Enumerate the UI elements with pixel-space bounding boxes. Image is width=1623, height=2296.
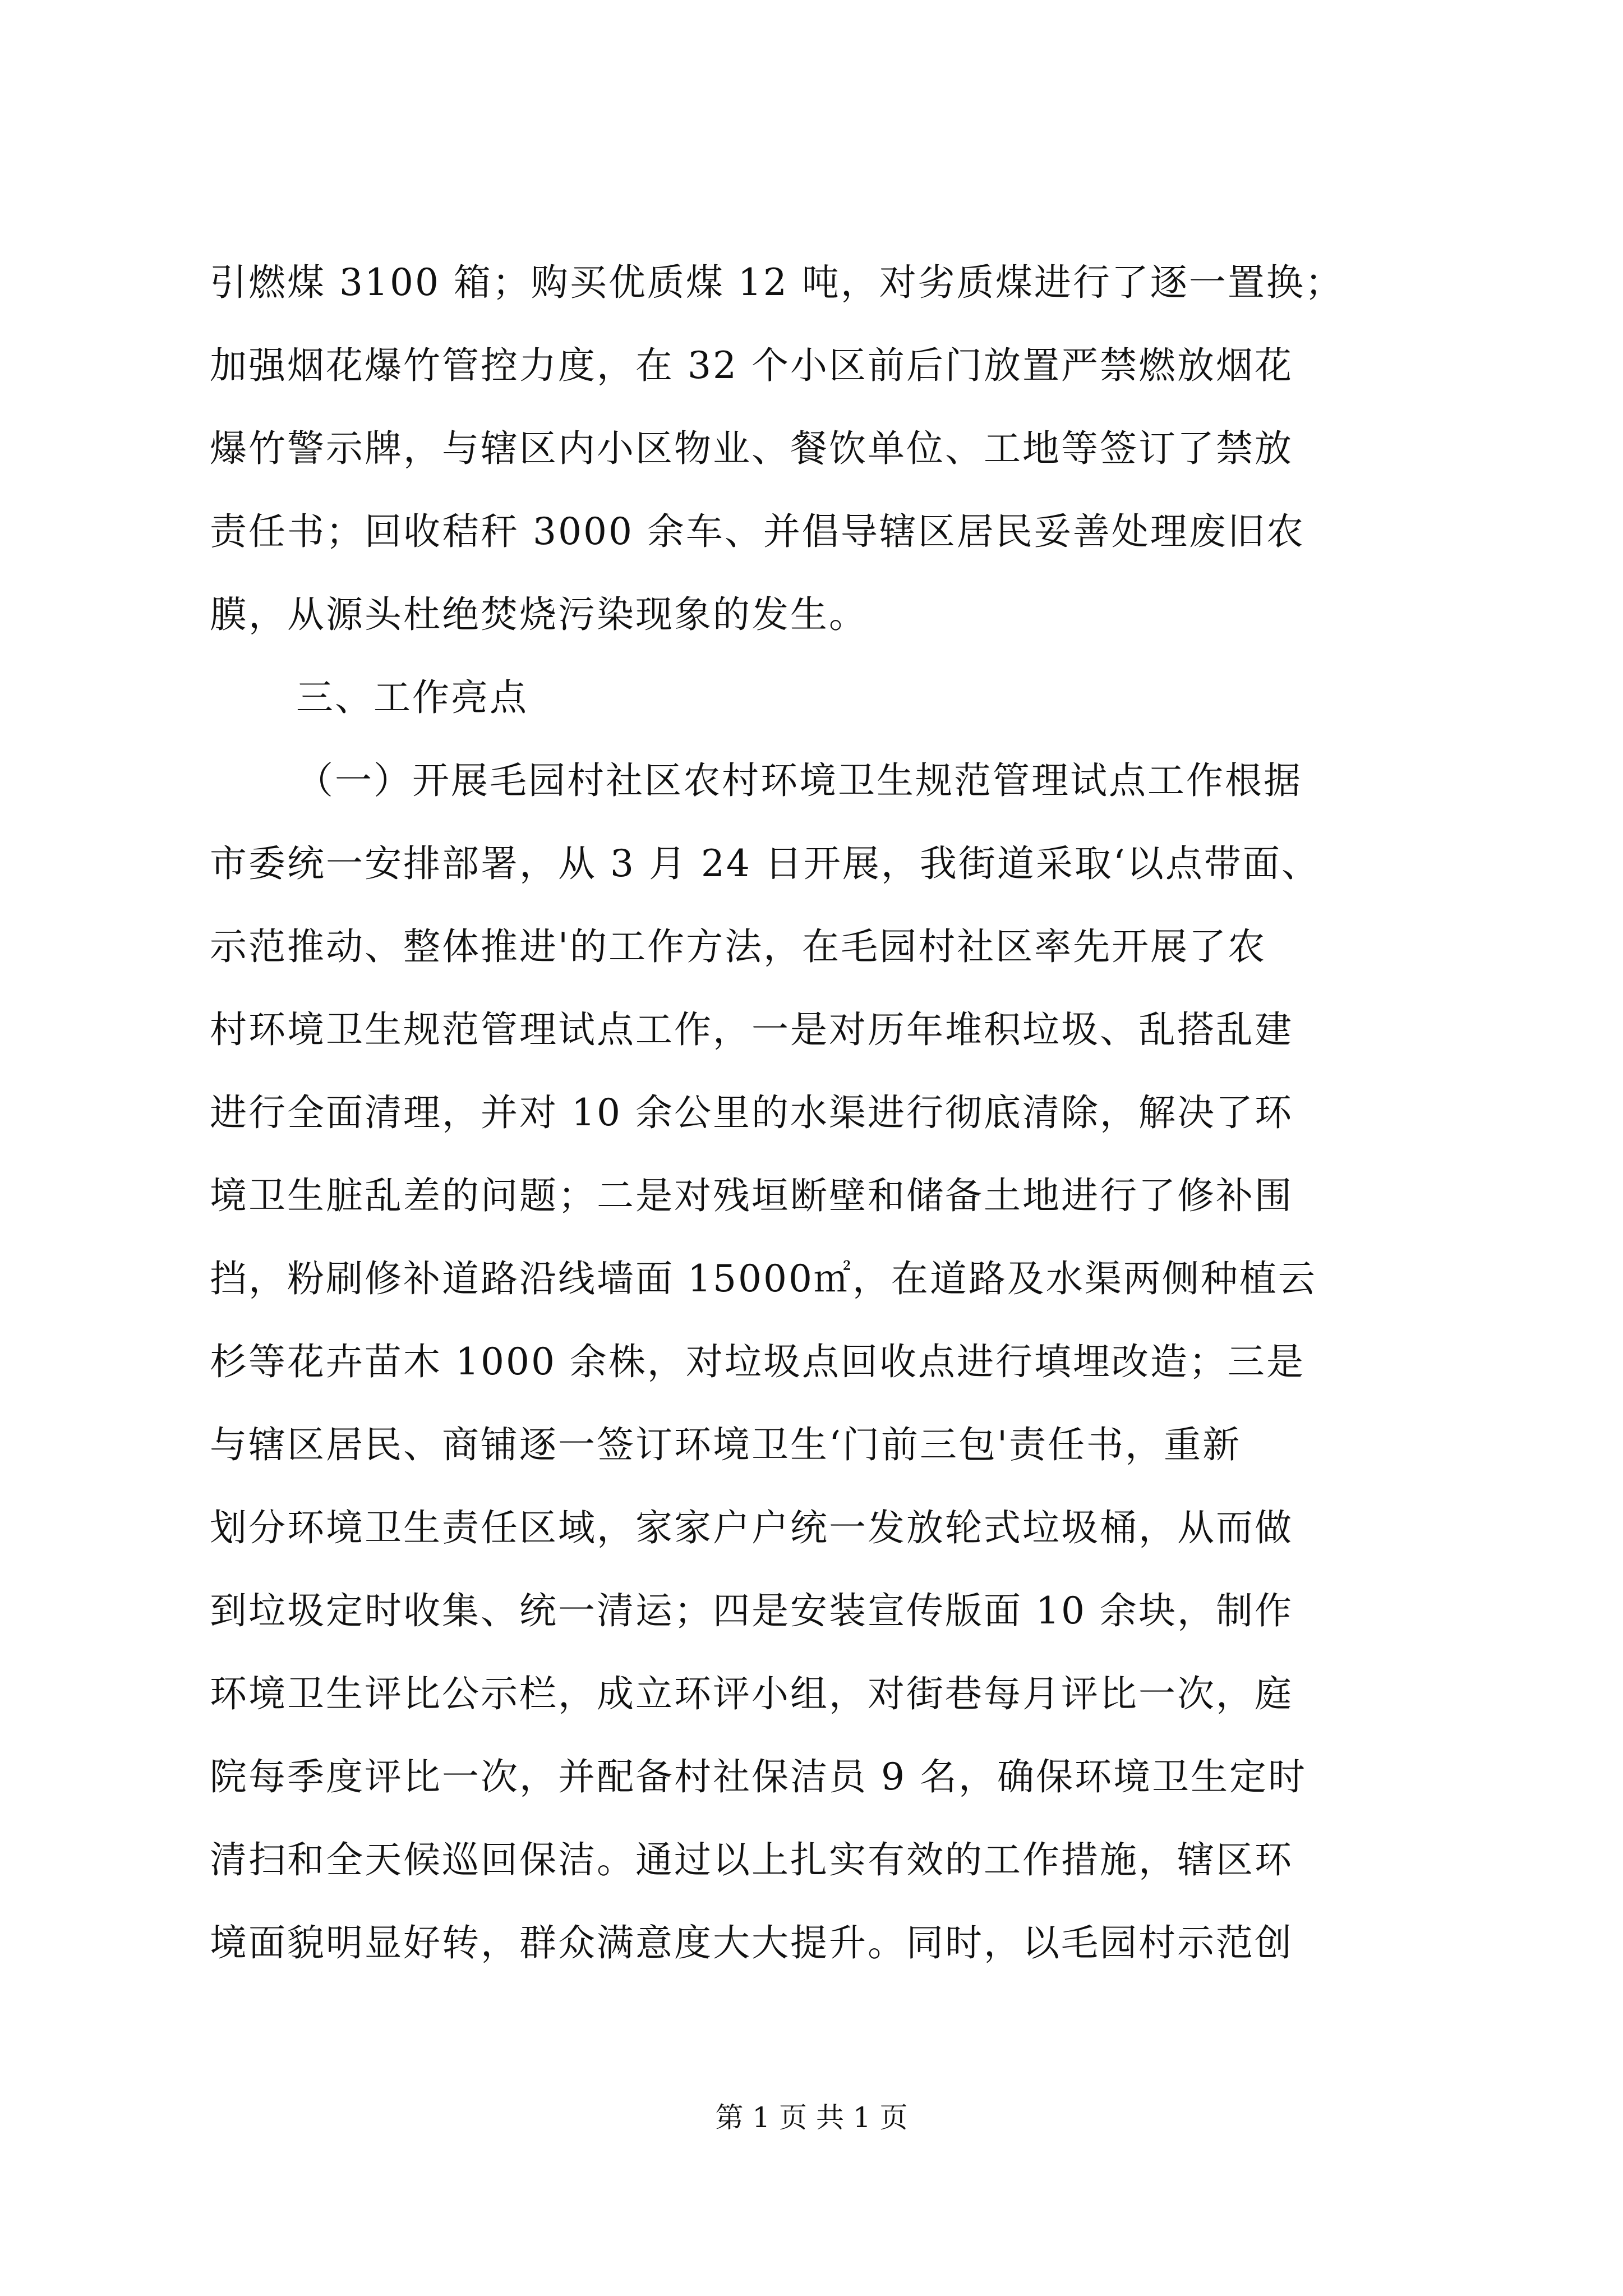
text-line: 境面貌明显好转，群众满意度大大提升。同时，以毛园村示范创	[210, 1921, 1293, 1964]
text-line: 划分环境卫生责任区域，家家户户统一发放轮式垃圾桶，从而做	[210, 1506, 1293, 1549]
section-heading: 三、工作亮点	[296, 676, 528, 719]
text-line: 膜，从源头杜绝焚烧污染现象的发生。	[210, 593, 868, 636]
subsection-heading: （一）开展毛园村社区农村环境卫生规范管理试点工作根据	[296, 759, 1302, 802]
text-line: 到垃圾定时收集、统一清运；四是安装宣传版面 10 余块，制作	[210, 1589, 1293, 1632]
text-line: 与辖区居民、商铺逐一签订环境卫生‘门前三包'责任书，重新	[210, 1423, 1242, 1466]
text-line: 环境卫生评比公示栏，成立环评小组，对街巷每月评比一次，庭	[210, 1672, 1293, 1715]
text-line: 责任书；回收秸秆 3000 余车、并倡导辖区居民妥善处理废旧农	[210, 510, 1305, 553]
text-line: 进行全面清理，并对 10 余公里的水渠进行彻底清除，解决了环	[210, 1091, 1293, 1134]
text-line: 境卫生脏乱差的问题；二是对残垣断壁和储备土地进行了修补围	[210, 1174, 1293, 1217]
text-line: 院每季度评比一次，并配备村社保洁员 9 名，确保环境卫生定时	[210, 1755, 1307, 1798]
text-line: 加强烟花爆竹管控力度，在 32 个小区前后门放置严禁燃放烟花	[210, 344, 1293, 387]
text-line: 示范推动、整体推进'的工作方法，在毛园村社区率先开展了农	[210, 925, 1267, 968]
page-footer	[0, 2101, 1623, 2134]
text-line: 市委统一安排部署，从 3 月 24 日开展，我街道采取‘以点带面、	[210, 842, 1320, 885]
text-line: 引燃煤 3100 箱；购买优质煤 12 吨，对劣质煤进行了逐一置换；	[210, 261, 1344, 304]
text-line: 杉等花卉苗木 1000 余株，对垃圾点回收点进行填埋改造；三是	[210, 1340, 1305, 1383]
page-number: 第 1 页 共 1 页	[715, 2101, 908, 2134]
text-line: 爆竹警示牌，与辖区内小区物业、餐饮单位、工地等签订了禁放	[210, 427, 1293, 470]
text-line: 挡，粉刷修补道路沿线墙面 15000㎡，在道路及水渠两侧种植云	[210, 1257, 1317, 1300]
document-body	[210, 241, 1415, 1985]
text-line: 村环境卫生规范管理试点工作，一是对历年堆积垃圾、乱搭乱建	[210, 1008, 1293, 1051]
text-line: 清扫和全天候巡回保洁。通过以上扎实有效的工作措施，辖区环	[210, 1838, 1293, 1881]
